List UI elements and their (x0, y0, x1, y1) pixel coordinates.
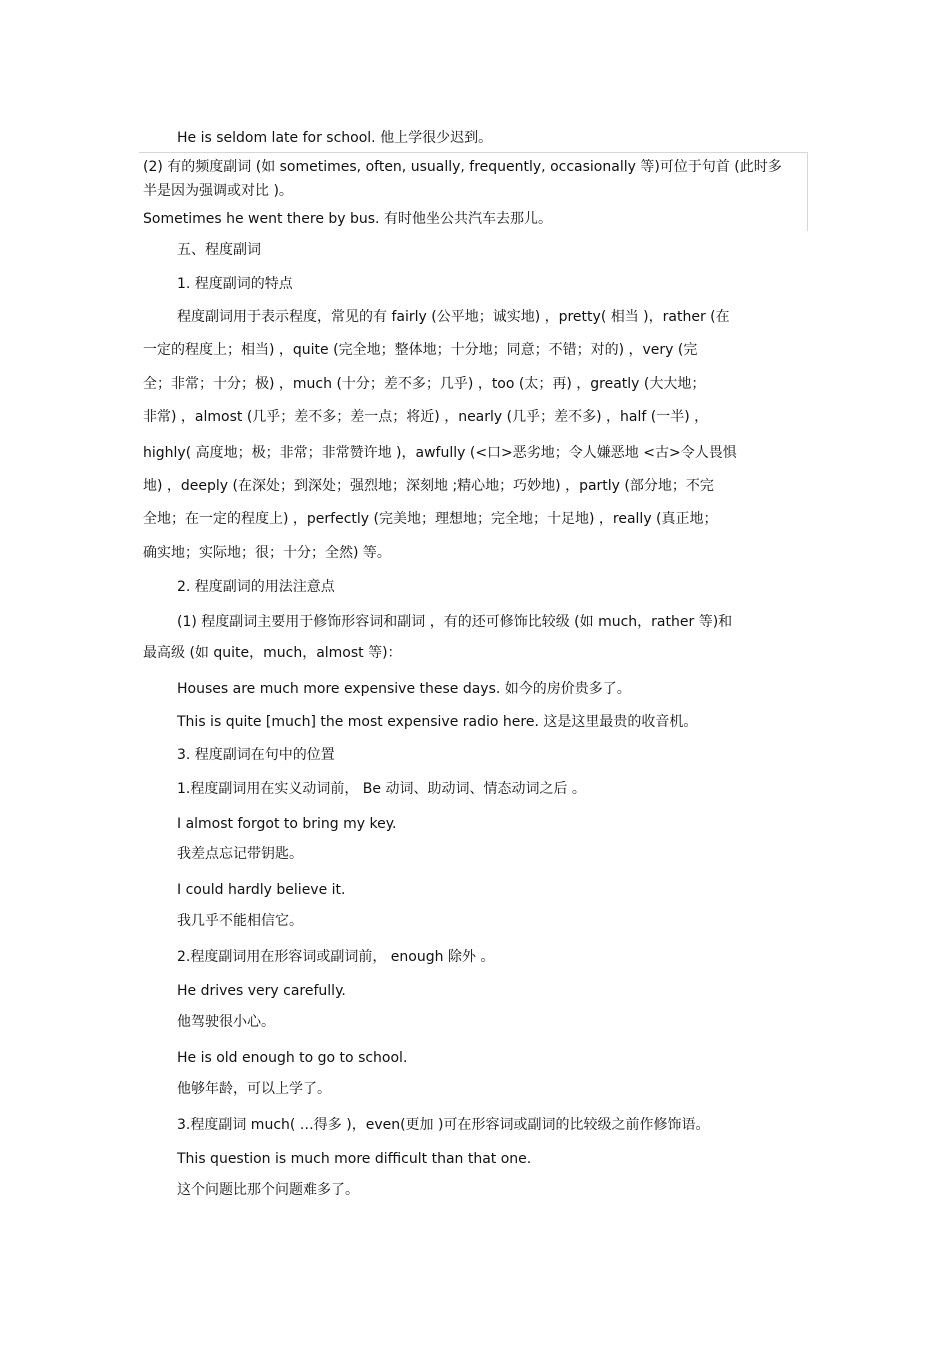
example-old-enough: He is old enough to go to school. (177, 1050, 408, 1066)
rule-position-3: 3.程度副词 much( …得多 )，even(更加 )可在形容词或副词的比较级之前作修饰语。 (177, 1117, 710, 1133)
usage-note-1-line-1: (1) 程度副词主要用于修饰形容词和副词 ，有的还可修饰比较级 (如 much，rather 等)和 (177, 614, 733, 630)
translation-question-difficult: 这个问题比那个问题难多了。 (177, 1182, 359, 1198)
example-drives-carefully: He drives very carefully. (177, 983, 346, 999)
example-almost-forgot: I almost forgot to bring my key. (177, 816, 397, 832)
example-question-difficult: This question is much more difficult than that one. (177, 1151, 532, 1167)
rule-position-1: 1.程度副词用在实义动词前， Be 动词、助动词、情态动词之后 。 (177, 781, 586, 797)
example-expensive-radio: This is quite [much] the most expensive radio here. 这是这里最贵的收音机。 (177, 714, 698, 730)
paragraph-degree-line-6: 地) ，deeply (在深处；到深处；强烈地；深刻地 ;精心地；巧妙地) ，partly (部分地；不完 (143, 478, 714, 494)
paragraph-degree-line-4: 非常) ，almost (几乎；差不多；差一点；将近) ，nearly (几乎；差不多) ，half (一半) ， (143, 409, 709, 425)
note-frequency-adverbs-2: 半是因为强调或对比 )。 (143, 183, 293, 199)
subheading-usage-notes: 2. 程度副词的用法注意点 (177, 579, 335, 595)
paragraph-degree-line-8: 确实地；实际地；很；十分；全然) 等。 (143, 545, 391, 561)
rule-position-2: 2.程度副词用在形容词或副词前， enough 除外 。 (177, 949, 495, 965)
example-seldom-late: He is seldom late for school. 他上学很少迟到。 (177, 130, 493, 146)
example-sometimes-bus: Sometimes he went there by bus. 有时他坐公共汽车去那儿。 (143, 211, 552, 227)
paragraph-degree-line-3: 全；非常；十分；极) ，much (十分；差不多；几乎) ，too (太；再) ，greatly (大大地； (143, 376, 706, 392)
subheading-position: 3. 程度副词在句中的位置 (177, 747, 335, 763)
paragraph-degree-line-7: 全地；在一定的程度上) ，perfectly (完美地；理想地；完全地；十足地) ，really (真正地； (143, 511, 718, 527)
example-hardly-believe: I could hardly believe it. (177, 882, 346, 898)
section-title-degree-adverbs: 五、程度副词 (177, 242, 261, 258)
translation-hardly-believe: 我几乎不能相信它。 (177, 913, 303, 929)
note-frequency-adverbs-1: (2) 有的频度副词 (如 sometimes, often, usually, frequently, occasionally 等)可位于句首 (此时多 (143, 159, 782, 175)
translation-almost-forgot: 我差点忘记带钥匙。 (177, 846, 303, 862)
usage-note-1-line-2: 最高级 (如 quite，much，almost 等)： (143, 645, 402, 661)
subheading-features: 1. 程度副词的特点 (177, 276, 293, 292)
paragraph-degree-line-5: highly( 高度地；极；非常；非常赞许地 )，awfully (<口>恶劣地；令人嫌恶地 <古>令人畏惧 (143, 445, 737, 461)
paragraph-degree-line-2: 一定的程度上；相当) ，quite (完全地；整体地；十分地；同意；不错；对的) ，very (完 (143, 342, 698, 358)
paragraph-degree-line-1: 程度副词用于表示程度，常见的有 fairly (公平地；诚实地) ，pretty( 相当 )，rather (在 (177, 309, 730, 325)
example-houses-expensive: Houses are much more expensive these days. 如今的房价贵多了。 (177, 681, 631, 697)
translation-old-enough: 他够年龄，可以上学了。 (177, 1081, 331, 1097)
translation-drives-carefully: 他驾驶很小心。 (177, 1014, 275, 1030)
